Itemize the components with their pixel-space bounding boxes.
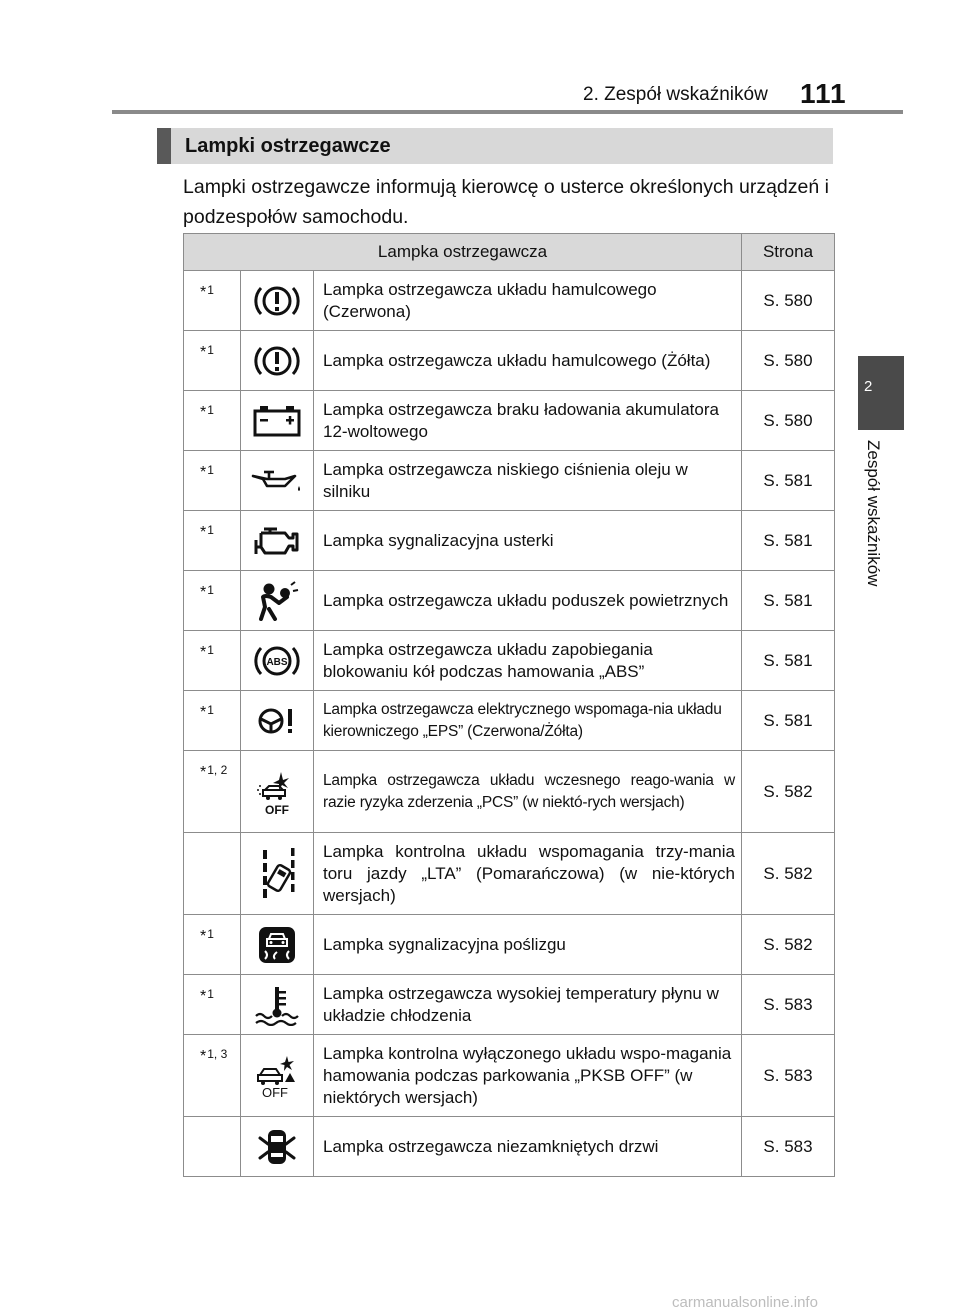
lamp-description: Lampka ostrzegawcza braku ładowania akumulatora 12-woltowego [314, 391, 742, 451]
lamp-icon-cell [241, 511, 314, 571]
eps-icon [255, 704, 299, 738]
chapter-tab-label: Zespół wskaźników [864, 440, 883, 587]
footnote-ref [184, 833, 241, 915]
lamp-description: Lampka ostrzegawcza elektrycznego wspomaga-nia układu kierowniczego „EPS” (Czerwona/Żółta) [314, 691, 742, 751]
page-reference: S. 582 [742, 915, 835, 975]
table-row [184, 975, 835, 1035]
lamp-icon-cell [241, 631, 314, 691]
page-reference: S. 583 [742, 1117, 835, 1177]
lamp-description: Lampka ostrzegawcza układu wczesnego reago-wania w razie ryzyka zderzenia „PCS” (w niektó-rych wersjach) [314, 751, 742, 833]
svg-text:ABS: ABS [266, 656, 288, 668]
header-section-title: 2. Zespół wskaźników [583, 84, 768, 105]
table-row [184, 451, 835, 511]
lamp-icon-cell [241, 1117, 314, 1177]
page-number: 111 [800, 78, 847, 109]
page-reference: S. 581 [742, 691, 835, 751]
footnote-ref: *1 [184, 511, 241, 571]
table-row [184, 751, 835, 833]
coolant-temperature-icon [252, 984, 302, 1026]
lamp-description: Lampka ostrzegawcza układu poduszek powietrznych [314, 571, 742, 631]
lamp-description: Lampka ostrzegawcza niezamkniętych drzwi [314, 1117, 742, 1177]
footnote-ref: *1 [184, 691, 241, 751]
lta-icon [255, 846, 299, 902]
footnote-ref: *1 [184, 391, 241, 451]
column-header-page: Strona [742, 234, 835, 271]
check-engine-icon [251, 523, 303, 559]
pksb-off-icon [254, 1053, 300, 1099]
footnote-ref: *1, 3 [184, 1035, 241, 1117]
footnote-number: 1 [207, 583, 214, 597]
table-row [184, 511, 835, 571]
header-divider [112, 110, 903, 114]
lamp-description: Lampka kontrolna układu wspomagania trzy-mania toru jazdy „LTA” (Pomarańczowa) (w nie-których wersjach) [314, 833, 742, 915]
brake-warning-icon [252, 282, 302, 320]
svg-text:OFF: OFF [262, 1084, 288, 1099]
footnote-number: 1 [207, 283, 214, 297]
table-row [184, 691, 835, 751]
lamp-description: Lampka sygnalizacyjna poślizgu [314, 915, 742, 975]
abs-icon [252, 642, 302, 680]
footnote-number: 1 [207, 703, 214, 717]
footnote-ref: *1 [184, 915, 241, 975]
page-reference: S. 580 [742, 271, 835, 331]
page-reference: S. 582 [742, 833, 835, 915]
page-reference: S. 583 [742, 1035, 835, 1117]
lamp-description: Lampka ostrzegawcza wysokiej temperatury płynu w układzie chłodzenia [314, 975, 742, 1035]
lamp-icon-cell [241, 331, 314, 391]
page-reference: S. 581 [742, 571, 835, 631]
footnote-ref: *1 [184, 271, 241, 331]
watermark-text: carmanualsonline.info [672, 1294, 818, 1311]
table-row [184, 833, 835, 915]
lamp-icon-cell [241, 915, 314, 975]
chapter-tab-number: 2 [864, 378, 873, 395]
table-row [184, 1035, 835, 1117]
page-reference: S. 581 [742, 631, 835, 691]
lamp-icon-cell [241, 691, 314, 751]
table-row [184, 631, 835, 691]
lamp-description: Lampka ostrzegawcza układu hamulcowego (Żółta) [314, 331, 742, 391]
table-row [184, 271, 835, 331]
table-row [184, 915, 835, 975]
page-reference: S. 581 [742, 451, 835, 511]
footnote-ref: *1, 2 [184, 751, 241, 833]
lamp-icon-cell [241, 271, 314, 331]
page-reference: S. 580 [742, 331, 835, 391]
footnote-ref: *1 [184, 975, 241, 1035]
footnote-number: 1 [207, 643, 214, 657]
svg-text:OFF: OFF [265, 802, 289, 816]
lamp-icon-cell [241, 833, 314, 915]
warning-lights-table [183, 233, 835, 1177]
footnote-number: 1 [207, 343, 214, 357]
section-heading [157, 128, 833, 164]
pcs-off-icon [255, 768, 299, 816]
footnote-number: 1 [207, 463, 214, 477]
lamp-icon-cell [241, 391, 314, 451]
page-reference: S. 581 [742, 511, 835, 571]
intro-paragraph: Lampki ostrzegawcze informują kierowcę o usterce określonych urządzeń i podzespołów samochodu. [183, 176, 829, 228]
footnote-number: 1, 3 [207, 1047, 228, 1061]
footnote-ref [184, 1117, 241, 1177]
footnote-ref: *1 [184, 331, 241, 391]
footnote-ref: *1 [184, 631, 241, 691]
oil-pressure-icon [249, 466, 305, 496]
lamp-description: Lampka ostrzegawcza układu hamulcowego (Czerwona) [314, 271, 742, 331]
lamp-description: Lampka sygnalizacyjna usterki [314, 511, 742, 571]
lamp-icon-cell [241, 451, 314, 511]
footnote-ref: *1 [184, 571, 241, 631]
lamp-description: Lampka kontrolna wyłączonego układu wspo-magania hamowania podczas parkowania „PKSB OFF” (w niektórych wersjach) [314, 1035, 742, 1117]
table-row [184, 1117, 835, 1177]
slip-indicator-icon [257, 925, 297, 965]
column-header-lamp: Lampka ostrzegawcza [184, 234, 742, 271]
page-reference: S. 582 [742, 751, 835, 833]
lamp-description: Lampka ostrzegawcza układu zapobiegania blokowaniu kół podczas hamowania „ABS” [314, 631, 742, 691]
battery-charging-icon [251, 403, 303, 439]
page-reference: S. 580 [742, 391, 835, 451]
section-heading-text: Lampki ostrzegawcze [185, 135, 391, 157]
brake-warning-icon [252, 342, 302, 380]
footnote-number: 1 [207, 523, 214, 537]
lamp-icon-cell [241, 1035, 314, 1117]
footnote-number: 1, 2 [207, 763, 228, 777]
table-row [184, 331, 835, 391]
lamp-icon-cell [241, 571, 314, 631]
page-reference: S. 583 [742, 975, 835, 1035]
footnote-ref: *1 [184, 451, 241, 511]
door-ajar-icon [257, 1127, 297, 1167]
table-row [184, 391, 835, 451]
table-header-row [184, 234, 835, 271]
footnote-number: 1 [207, 927, 214, 941]
footnote-number: 1 [207, 403, 214, 417]
lamp-icon-cell [241, 975, 314, 1035]
footnote-number: 1 [207, 987, 214, 1001]
table-row [184, 571, 835, 631]
lamp-icon-cell [241, 751, 314, 833]
airbag-icon [253, 581, 301, 621]
lamp-description: Lampka ostrzegawcza niskiego ciśnienia oleju w silniku [314, 451, 742, 511]
